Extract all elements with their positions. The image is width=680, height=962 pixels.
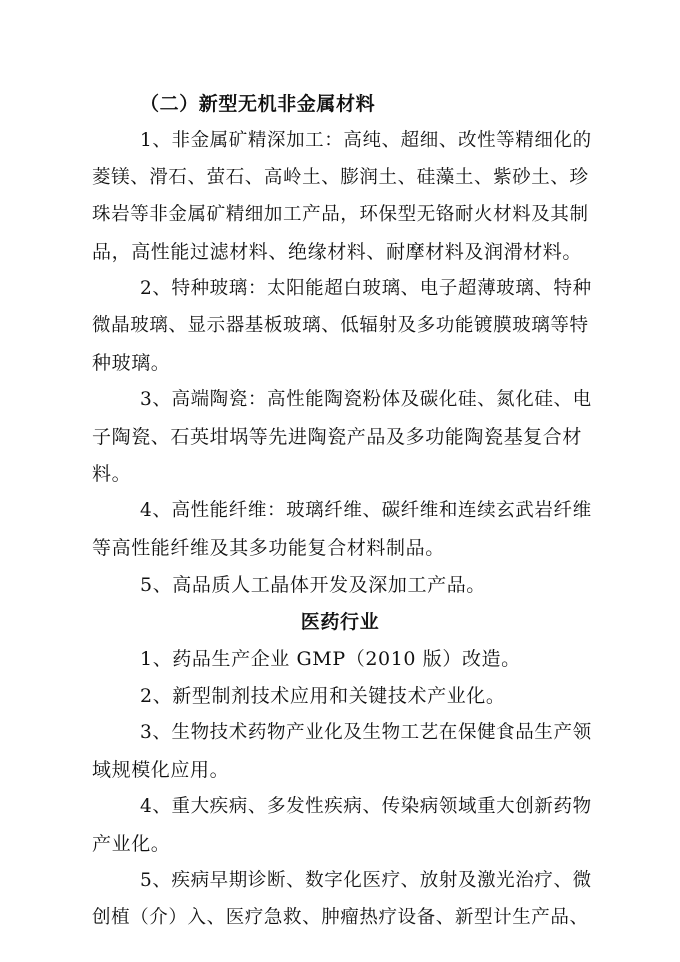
pharma-item-3-line-1: 3、生物技术药物产业化及生物工艺在保健食品生产领 [140, 722, 592, 743]
pharma-item-4-line-2: 产业化。 [92, 833, 171, 855]
materials-item-4-line-2: 等高性能纤维及其多功能复合材料制品。 [92, 537, 445, 559]
materials-item-2-line-1: 2、特种玻璃：太阳能超白玻璃、电子超薄玻璃、特种 [140, 278, 592, 299]
pharma-item-3-line-2: 域规模化应用。 [92, 759, 230, 781]
section-heading: （二）新型无机非金属材料 [140, 93, 376, 115]
pharma-item-2-line-1: 2、新型制剂技术应用和关键技术产业化。 [140, 685, 506, 707]
pharma-heading: 医药行业 [300, 611, 380, 633]
materials-item-4-line-1: 4、高性能纤维：玻璃纤维、碳纤维和连续玄武岩纤维 [140, 500, 592, 521]
materials-item-1-line-4: 品，高性能过滤材料、绝缘材料、耐摩材料及润滑材料。 [92, 241, 583, 263]
materials-item-3-line-3: 料。 [92, 463, 132, 485]
materials-item-3-line-1: 3、高端陶瓷：高性能陶瓷粉体及碳化硅、氮化硅、电 [140, 389, 592, 410]
pharma-item-4-line-1: 4、重大疾病、多发性疾病、传染病领域重大创新药物 [140, 796, 592, 817]
materials-item-3-line-2: 子陶瓷、石英坩埚等先进陶瓷产品及多功能陶瓷基复合材 [92, 426, 583, 448]
materials-item-5-line-1: 5、高品质人工晶体开发及深加工产品。 [140, 574, 486, 596]
pharma-item-5-line-2: 创植（介）入、医疗急救、肿瘤热疗设备、新型计生产品、 [92, 907, 589, 928]
pharma-item-1-line-1: 1、药品生产企业 GMP（2010 版）改造。 [140, 648, 521, 670]
pharma-item-5-line-1: 5、疾病早期诊断、数字化医疗、放射及激光治疗、微 [140, 870, 592, 891]
materials-item-1-line-2: 菱镁、滑石、萤石、高岭土、膨润土、硅藻土、紫砂土、珍 [92, 167, 589, 188]
materials-item-2-line-3: 种玻璃。 [92, 352, 171, 374]
materials-item-1-line-1: 1、非金属矿精深加工：高纯、超细、改性等精细化的 [140, 130, 592, 151]
materials-item-2-line-2: 微晶玻璃、显示器基板玻璃、低辐射及多功能镀膜玻璃等特 [92, 315, 589, 336]
materials-item-1-line-3: 珠岩等非金属矿精细加工产品，环保型无铬耐火材料及其制 [92, 204, 589, 225]
